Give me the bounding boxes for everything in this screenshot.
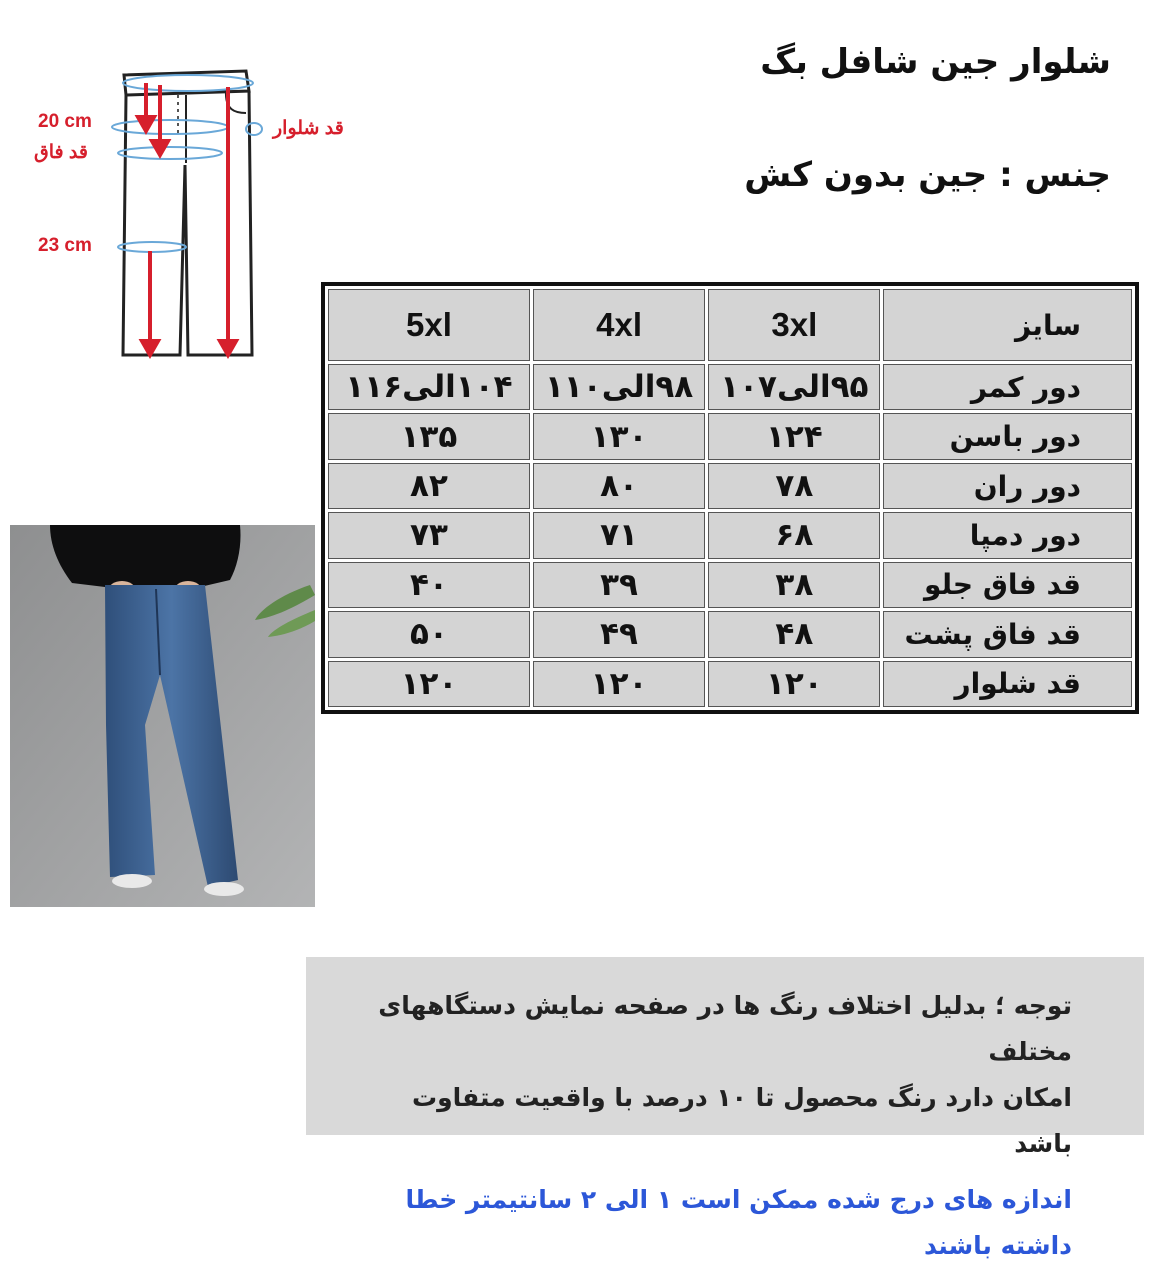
cell-value: ۱۰۴الی۱۱۶ (328, 364, 530, 410)
table-row (328, 611, 1132, 657)
size-table (321, 282, 1139, 714)
cell-value: ۸۲ (328, 463, 530, 509)
cell-value: ۷۱ (533, 512, 705, 558)
cell-value: ۳۹ (533, 562, 705, 608)
material-text: جنس : جین بدون کش (744, 155, 1111, 195)
length-label: قد شلوار (273, 118, 344, 139)
table-row (328, 512, 1132, 558)
row-label: قد فاق پشت (883, 611, 1132, 657)
table-row (328, 463, 1132, 509)
cell-value: ۴۹ (533, 611, 705, 657)
table-row (328, 413, 1132, 459)
header-4xl: 4xl (533, 289, 705, 361)
cell-value: ۶۸ (708, 512, 880, 558)
product-title: شلوار جین شافل بگ (760, 42, 1111, 82)
cell-value: ۱۲۰ (328, 661, 530, 707)
cell-value: ۹۸الی۱۱۰ (533, 364, 705, 410)
jeans-model-image (10, 525, 315, 907)
row-label: قد شلوار (883, 661, 1132, 707)
cell-value: ۱۲۴ (708, 413, 880, 459)
cell-value: ۵۰ (328, 611, 530, 657)
cell-value: ۳۸ (708, 562, 880, 608)
product-photo (10, 525, 315, 907)
measure-top-label: 20 cm (38, 111, 92, 132)
cell-value: ۷۸ (708, 463, 880, 509)
note-line-2: امکان دارد رنگ محصول تا ۱۰ درصد با واقعیت متفاوت باشد (411, 1083, 1072, 1158)
cell-value: ۱۲۰ (708, 661, 880, 707)
disclaimer-note (306, 957, 1144, 1260)
table-row (328, 562, 1132, 608)
table-header-row (328, 289, 1132, 361)
header-size: سایز (883, 289, 1132, 361)
cell-value: ۴۰ (328, 562, 530, 608)
cell-value: ۱۲۰ (533, 661, 705, 707)
row-label: دور ران (883, 463, 1132, 509)
table-row (328, 364, 1132, 410)
crotch-label: قد فاق (34, 142, 88, 163)
cell-value: ۱۳۵ (328, 413, 530, 459)
table-row (328, 661, 1132, 707)
row-label: دور باسن (883, 413, 1132, 459)
note-line-3: اندازه های درج شده ممکن است ۱ الی ۲ سانتیمتر خطا داشته باشند (405, 1185, 1072, 1260)
cell-value: ۸۰ (533, 463, 705, 509)
row-label: قد فاق جلو (883, 562, 1132, 608)
cell-value: ۴۸ (708, 611, 880, 657)
note-line-1: توجه ؛ بدلیل اختلاف رنگ ها در صفحه نمایش دستگاههای مختلف (378, 991, 1072, 1066)
cell-value: ۷۳ (328, 512, 530, 558)
cell-value: ۱۳۰ (533, 413, 705, 459)
header-5xl: 5xl (328, 289, 530, 361)
measure-bottom-label: 23 cm (38, 235, 92, 256)
cell-value: ۹۵الی۱۰۷ (708, 364, 880, 410)
row-label: دور کمر (883, 364, 1132, 410)
row-label: دور دمپا (883, 512, 1132, 558)
header-3xl: 3xl (708, 289, 880, 361)
